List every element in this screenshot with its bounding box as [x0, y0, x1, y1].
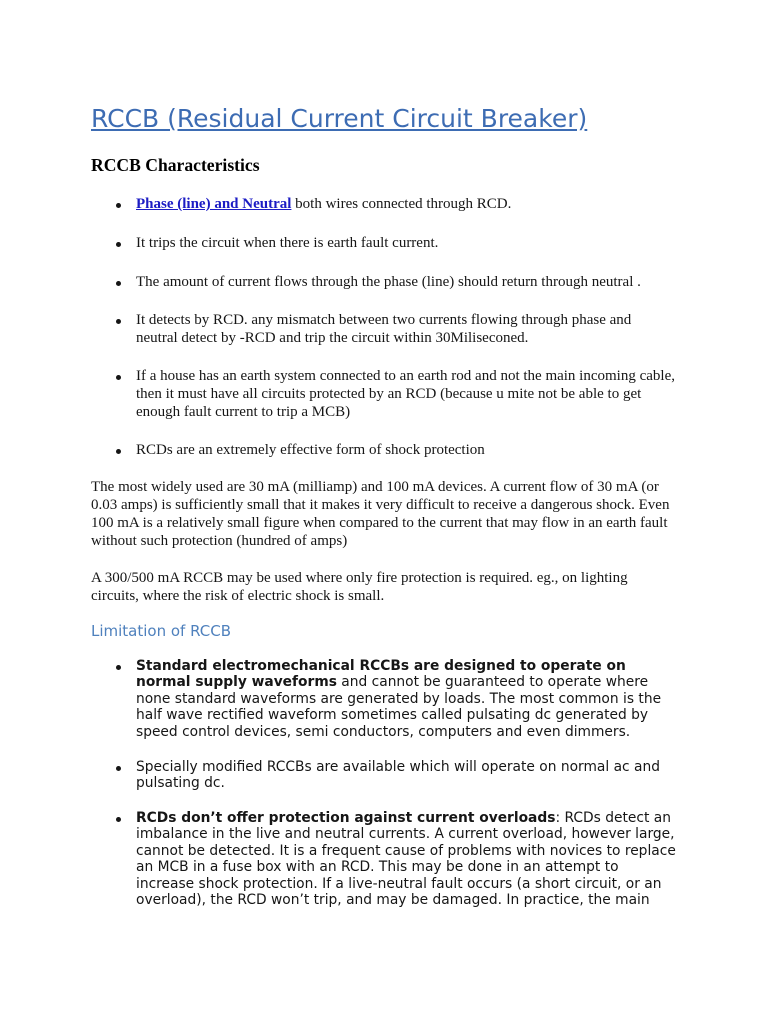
paragraph-line: The most widely used are 30 mA (milliamp) and 100 mA devices. A current flow of 30 mA (or: [91, 479, 659, 495]
list-item-line: [136, 759, 660, 775]
list-item-line: It trips the circuit when there is earth fault current.: [136, 235, 439, 251]
list-item-text: both wires connected through RCD.: [291, 196, 512, 212]
body-paragraph: [91, 569, 628, 605]
list-item-line: RCDs are an extremely effective form of shock protection: [136, 442, 485, 458]
bullet: [116, 766, 121, 771]
list-item-text: imbalance in the live and neutral currents. A current overload, however large,: [136, 826, 675, 843]
list-item-line: neutral detect by -RCD and trip the circuit within 30Miliseconed.: [136, 330, 529, 346]
paragraph-line: A 300/500 mA RCCB may be used where only fire protection is required. eg., on lighting: [91, 570, 628, 586]
list-item-line: [136, 724, 661, 740]
limitation-heading: Limitation of RCCB: [91, 622, 232, 640]
list-item-line: If a house has an earth system connected to an earth rod and not the main incoming cable,: [136, 368, 675, 384]
paragraph-line: 100 mA is a relatively small figure when compared to the current that may flow in an earth fault: [91, 515, 668, 531]
list-item-line: [136, 707, 661, 723]
list-item-text: pulsating dc.: [136, 775, 225, 792]
bold-text: normal supply waveforms: [136, 674, 337, 691]
list-item: [136, 441, 485, 459]
list-item-text: increase shock protection. If a live-neutral fault occurs (a short circuit, or an: [136, 875, 662, 892]
list-item-line: [136, 674, 661, 690]
list-item-line: [136, 775, 660, 791]
list-item-line: The amount of current flows through the phase (line) should return through neutral .: [136, 274, 641, 290]
list-item-line: then it must have all circuits protected by an RCD (because u mite not be able to get: [136, 386, 642, 402]
bullet: [116, 203, 121, 208]
list-item-line: [136, 691, 661, 707]
paragraph-line: circuits, where the risk of electric shock is small.: [91, 588, 385, 604]
paragraph-line: 0.03 amps) is sufficiently small that it makes it very difficult to receive a dangerous shock. Even: [91, 497, 670, 513]
bullet: [116, 817, 121, 822]
list-item-line: [136, 195, 511, 213]
list-item: [136, 810, 676, 908]
phase-neutral-link[interactable]: Phase (line) and Neutral: [136, 196, 292, 212]
list-item-text: overload), the RCD won’t trip, and may be damaged. In practice, the main: [136, 892, 650, 909]
bullet: [116, 449, 121, 454]
bold-text: Standard electromechanical RCCBs are designed to operate on: [136, 658, 626, 674]
list-item-line: It detects by RCD. any mismatch between two currents flowing through phase and: [136, 312, 632, 328]
document-title-link[interactable]: RCCB (Residual Current Circuit Breaker): [91, 104, 588, 133]
list-item-line: [136, 892, 676, 908]
list-item: [136, 367, 675, 421]
list-item: [136, 311, 631, 347]
list-item: [136, 658, 661, 740]
list-item-text: and cannot be guaranteed to operate where: [336, 674, 649, 691]
bullet: [116, 375, 121, 380]
list-item-text: an MCB in a fuse box with an RCD. This may be done in an attempt to: [136, 859, 619, 876]
list-item-line: [136, 658, 661, 674]
bullet: [116, 319, 121, 324]
list-item-text: : RCDs detect an: [555, 810, 671, 826]
list-item: [136, 195, 511, 213]
paragraph-line: without such protection (hundred of amps): [91, 533, 348, 549]
list-item: [136, 234, 438, 252]
list-item-line: [136, 859, 676, 875]
list-item-line: enough fault current to trip a MCB): [136, 404, 351, 420]
body-paragraph: [91, 478, 669, 550]
list-item-text: cannot be detected. It is a frequent cause of problems with novices to replace: [136, 842, 676, 859]
list-item-line: [136, 876, 676, 892]
list-item-text: none standard waveforms are generated by loads. The most common is the: [136, 690, 662, 707]
bold-text: RCDs don’t offer protection against current overloads: [136, 810, 556, 826]
list-item-line: [136, 826, 676, 842]
list-item-text: speed control devices, semi conductors, computers and even dimmers.: [136, 723, 631, 740]
bullet: [116, 665, 121, 670]
list-item: [136, 759, 660, 792]
list-item-line: [136, 843, 676, 859]
list-item-text: half wave rectified waveform sometimes called pulsating dc generated by: [136, 707, 649, 724]
list-item: [136, 273, 641, 291]
list-item-text: Specially modified RCCBs are available which will operate on normal ac and: [136, 759, 660, 775]
characteristics-heading: RCCB Characteristics: [91, 155, 260, 175]
list-item-line: [136, 810, 676, 826]
bullet: [116, 242, 121, 247]
bullet: [116, 281, 121, 286]
